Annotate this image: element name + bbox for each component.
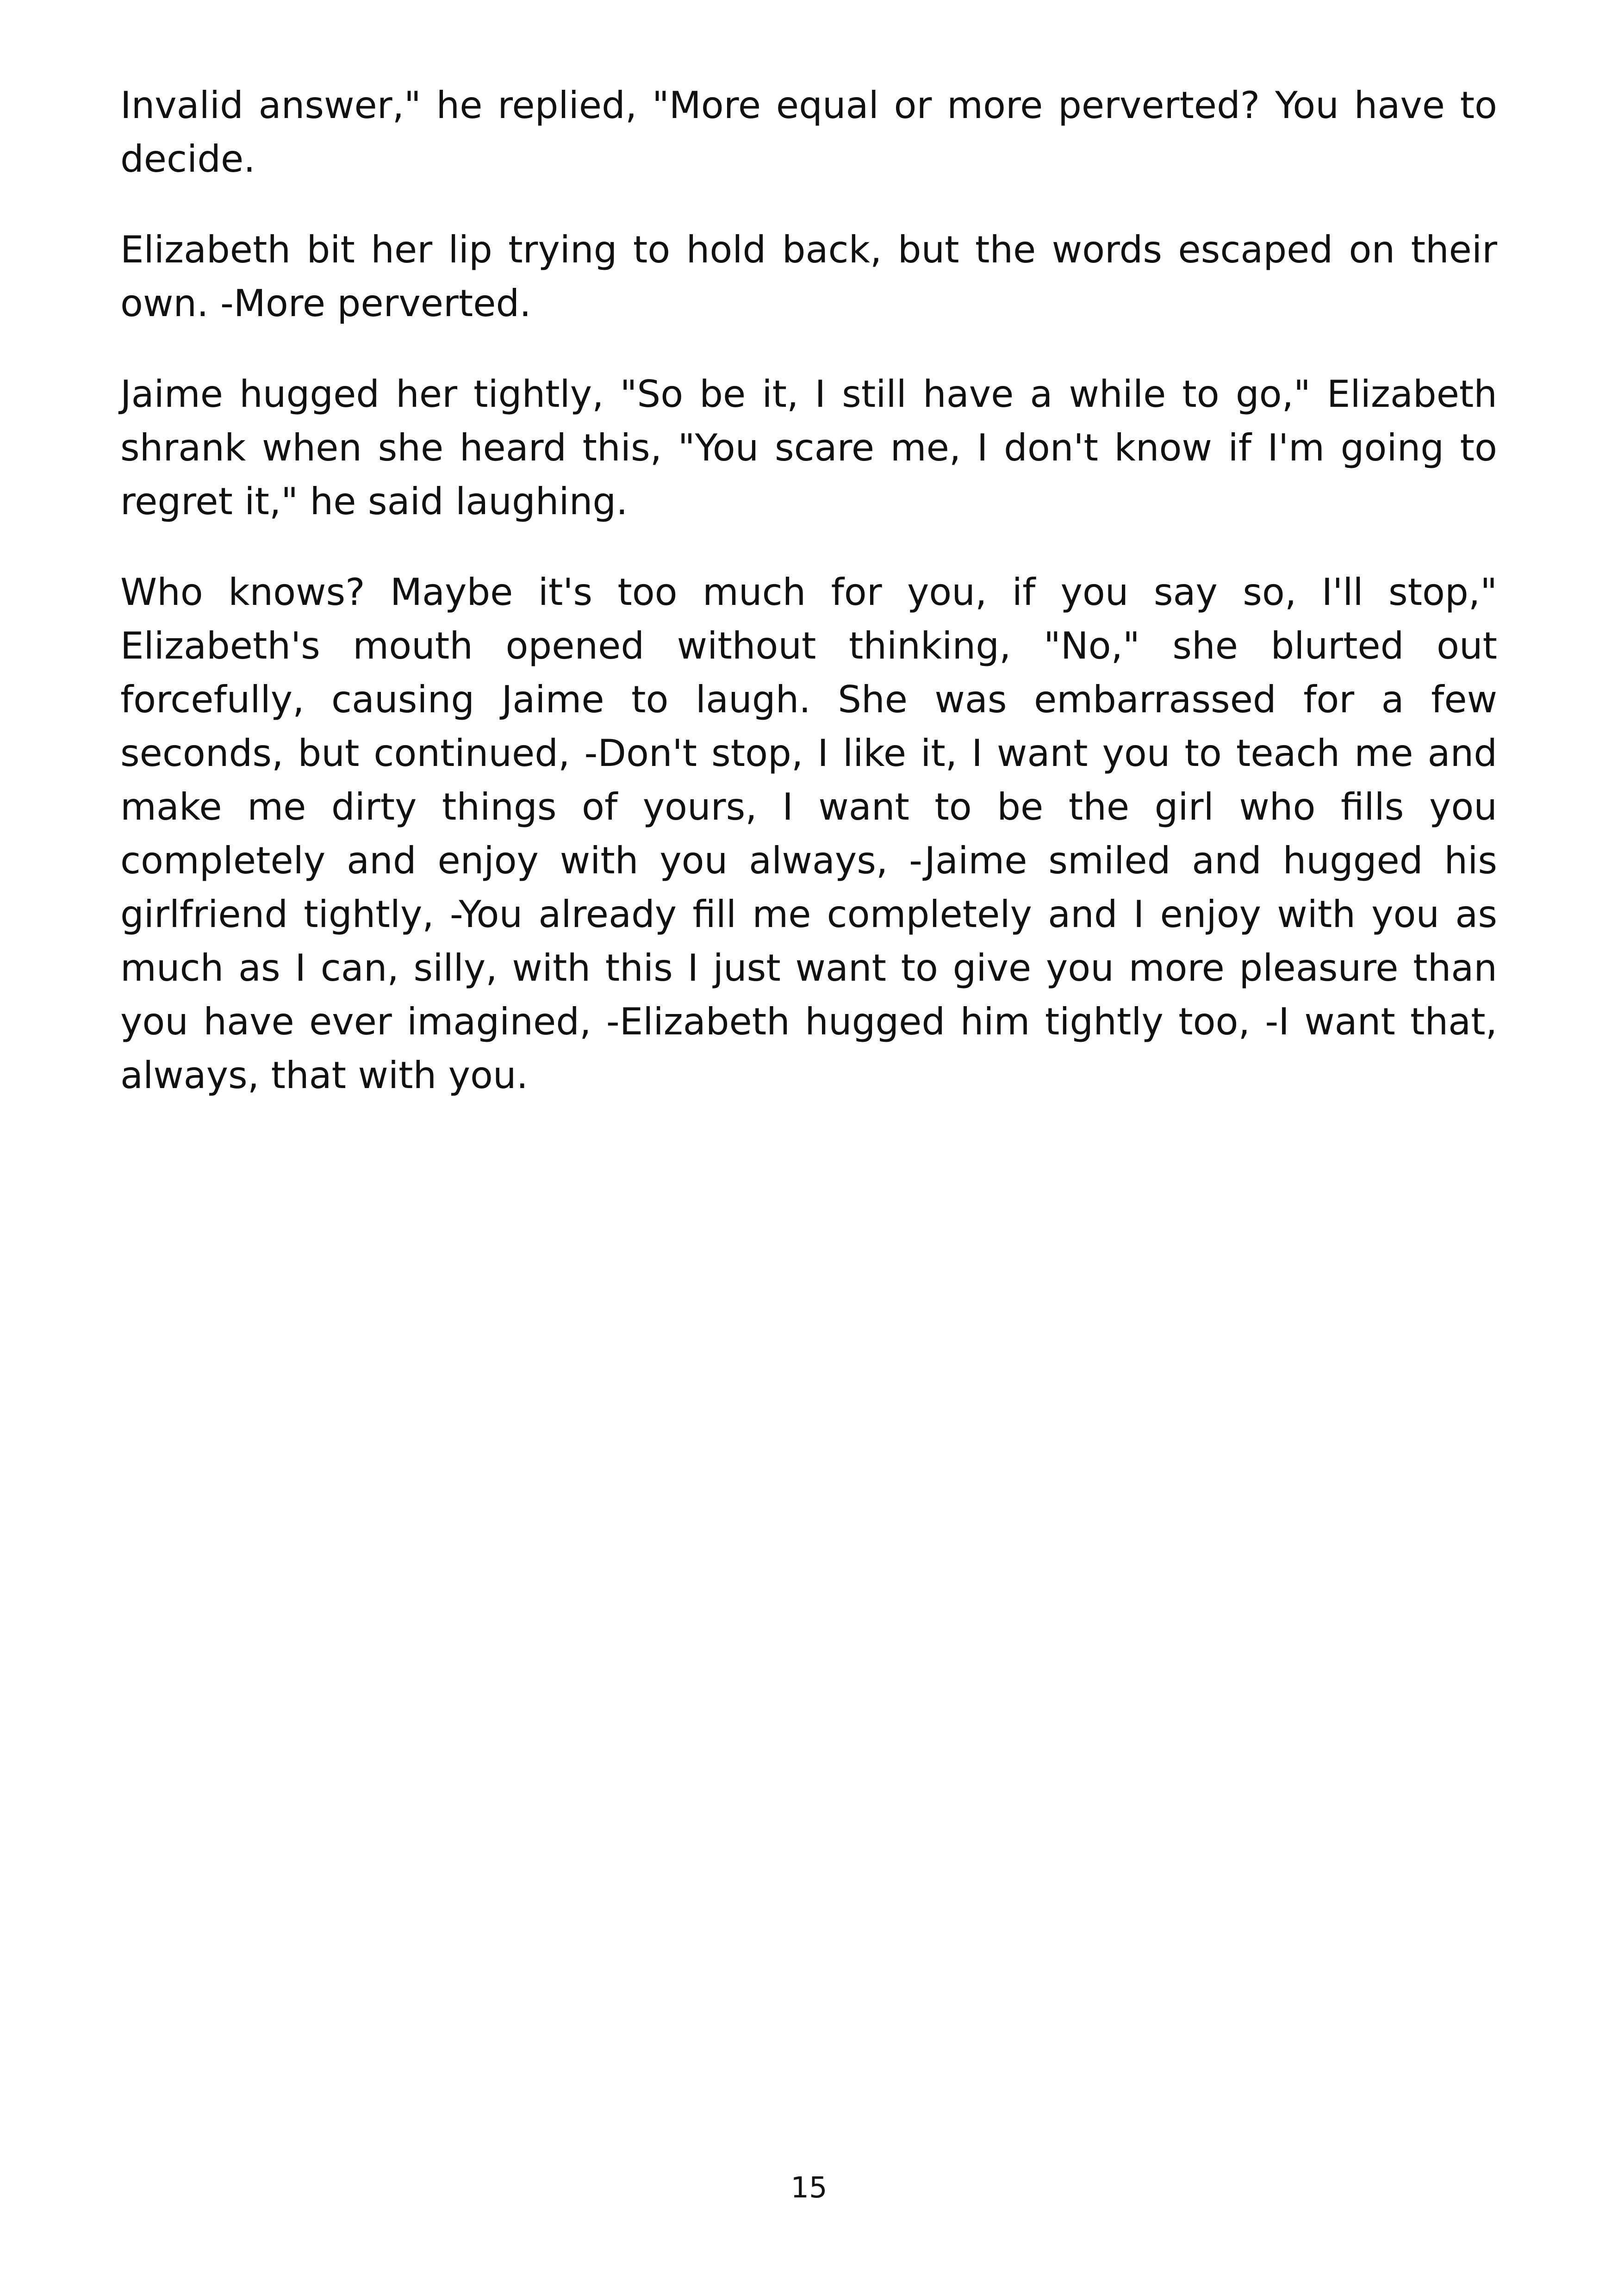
body-text [120, 79, 1497, 1139]
paragraph: Who knows? Maybe it's too much for you, if you say so, I'll stop," Elizabeth's mouth opened without thinking, "No," she blurted out forcefully, causing Jaime to laugh. She was embarrassed for a few seconds, but continued, -Don't stop, I like it, I want you to teach me and make me dirty things of yours, I want to be the girl who fills you completely and enjoy with you always, -Jaime smiled and hugged his girlfriend tightly, -You already fill me completely and I enjoy with you as much as I can, silly, with this I just want to give you more pleasure than you have ever imagined, -Elizabeth hugged him tightly too, -I want that, always, that with you. [120, 571, 1497, 1097]
paragraph: Jaime hugged her tightly, "So be it, I still have a while to go," Elizabeth shrank when she heard this, "You scare me, I don't know if I'm going to regret it," he said laughing. [120, 373, 1497, 523]
paragraph: Invalid answer," he replied, "More equal or more perverted? You have to decide. [120, 84, 1497, 180]
paragraph: Elizabeth bit her lip trying to hold back, but the words escaped on their own. -More perverted. [120, 228, 1497, 325]
page-number: 15 [790, 2171, 828, 2204]
